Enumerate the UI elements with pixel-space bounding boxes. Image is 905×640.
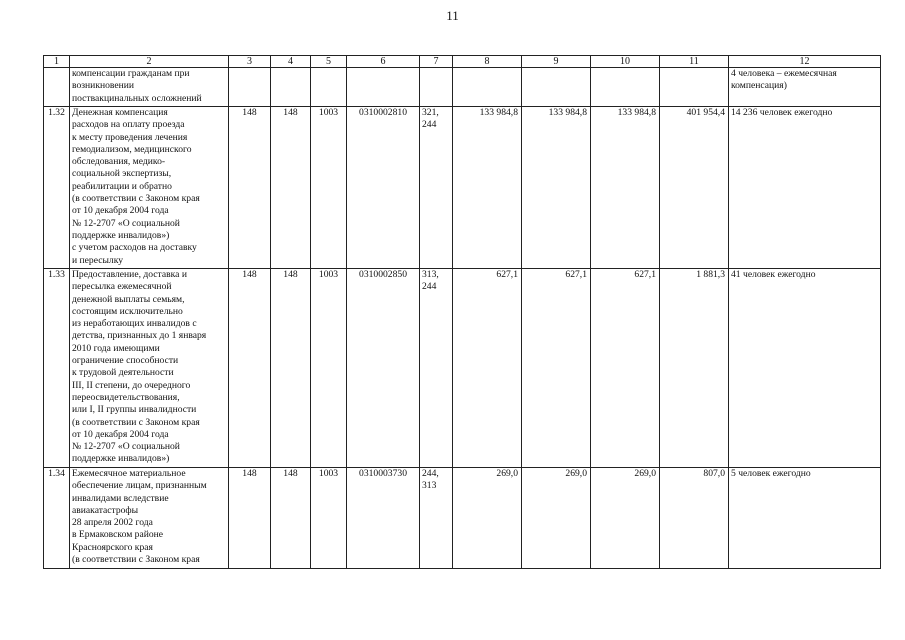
table-row [44, 468, 881, 569]
cell-col6: 0310002850 [347, 269, 420, 468]
cell-col10: 627,1 [591, 269, 660, 468]
column-header: 5 [311, 56, 347, 68]
cell-col8 [453, 68, 522, 107]
cell-col9: 133 984,8 [522, 107, 591, 269]
cell-col9: 269,0 [522, 468, 591, 569]
cell-col11: 1 881,3 [660, 269, 729, 468]
cell-col8: 269,0 [453, 468, 522, 569]
cell-col4: 148 [271, 107, 311, 269]
column-header: 11 [660, 56, 729, 68]
row-note: 4 человека – ежемесячная компенсация) [729, 68, 881, 107]
cell-col3: 148 [229, 468, 271, 569]
cell-col6: 0310003730 [347, 468, 420, 569]
cell-col9: 627,1 [522, 269, 591, 468]
cell-col7: 321, 244 [420, 107, 453, 269]
row-id: 1.32 [44, 107, 70, 269]
header-row [44, 56, 881, 68]
cell-col4 [271, 68, 311, 107]
cell-col4: 148 [271, 269, 311, 468]
cell-col3: 148 [229, 107, 271, 269]
column-header: 8 [453, 56, 522, 68]
cell-col11 [660, 68, 729, 107]
page-number: 11 [446, 8, 459, 23]
cell-col11: 807,0 [660, 468, 729, 569]
row-description: Денежная компенсация расходов на оплату проезда к месту проведения лечения гемодиализом, медицинского обследования, медико- социальной экспертизы, реабилитации и обратно (в соответствии с Законом края от 10 декабря 2004 года № 12-2707 «О социальной поддержке инвалидов») с учетом расходов на доставку и пересылку [70, 107, 229, 269]
cell-col5 [311, 68, 347, 107]
row-note: 14 236 человек ежегодно [729, 107, 881, 269]
row-note: 41 человек ежегодно [729, 269, 881, 468]
table-row [44, 68, 881, 107]
column-header: 2 [70, 56, 229, 68]
column-header: 12 [729, 56, 881, 68]
column-header: 9 [522, 56, 591, 68]
cell-col6: 0310002810 [347, 107, 420, 269]
row-id: 1.33 [44, 269, 70, 468]
cell-col9 [522, 68, 591, 107]
budget-table [43, 55, 881, 569]
cell-col5: 1003 [311, 468, 347, 569]
column-header: 3 [229, 56, 271, 68]
row-note: 5 человек ежегодно [729, 468, 881, 569]
column-header: 4 [271, 56, 311, 68]
cell-col3 [229, 68, 271, 107]
column-header: 1 [44, 56, 70, 68]
column-header: 7 [420, 56, 453, 68]
cell-col7: 244, 313 [420, 468, 453, 569]
table-row [44, 107, 881, 269]
cell-col7: 313, 244 [420, 269, 453, 468]
cell-col5: 1003 [311, 269, 347, 468]
column-header: 6 [347, 56, 420, 68]
cell-col11: 401 954,4 [660, 107, 729, 269]
cell-col8: 133 984,8 [453, 107, 522, 269]
cell-col3: 148 [229, 269, 271, 468]
cell-col7 [420, 68, 453, 107]
cell-col4: 148 [271, 468, 311, 569]
cell-col10: 269,0 [591, 468, 660, 569]
table-row [44, 269, 881, 468]
column-header: 10 [591, 56, 660, 68]
cell-col6 [347, 68, 420, 107]
cell-col10 [591, 68, 660, 107]
row-id: 1.34 [44, 468, 70, 569]
row-description: Ежемесячное материальное обеспечение лицам, признанным инвалидами вследствие авиакатастрофы 28 апреля 2002 года в Ермаковском районе Красноярского края (в соответствии с Законом края [70, 468, 229, 569]
row-id [44, 68, 70, 107]
cell-col8: 627,1 [453, 269, 522, 468]
cell-col10: 133 984,8 [591, 107, 660, 269]
row-description: Предоставление, доставка и пересылка ежемесячной денежной выплаты семьям, состоящим исключительно из неработающих инвалидов с детства, признанных до 1 января 2010 года имеющими ограничение способности к трудовой деятельности III, II степени, до очередного переосвидетельствования, или I, II группы инвалидности (в соответствии с Законом края от 10 декабря 2004 года № 12-2707 «О социальной поддержке инвалидов») [70, 269, 229, 468]
cell-col5: 1003 [311, 107, 347, 269]
row-description: компенсации гражданам при возникновении поствакцинальных осложнений [70, 68, 229, 107]
